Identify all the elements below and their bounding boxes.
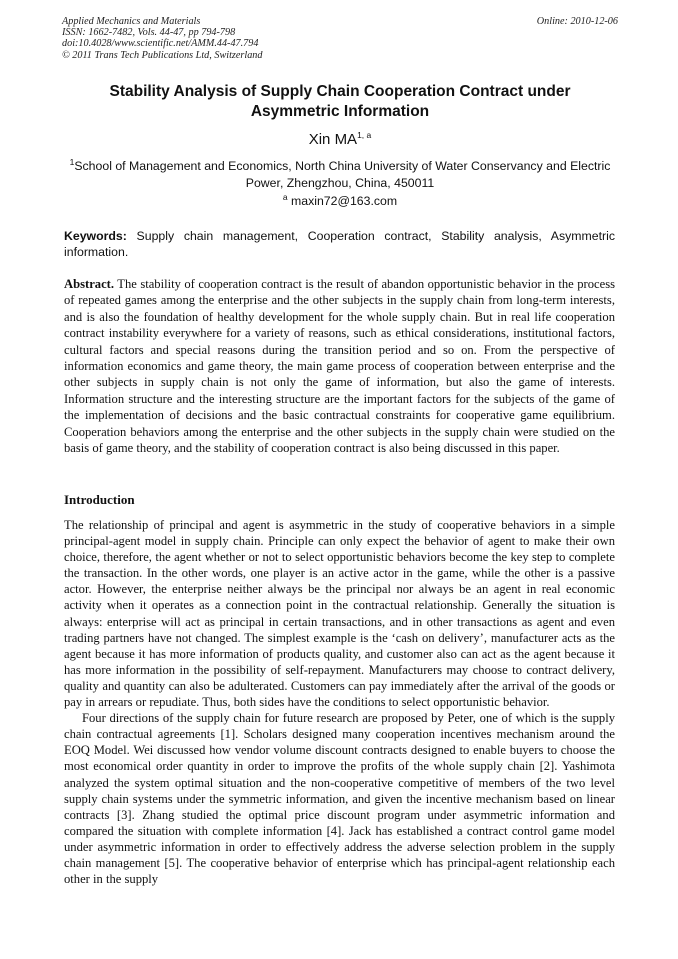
journal-issn: ISSN: 1662-7482, Vols. 44-47, pp 794-798: [62, 27, 236, 39]
journal-copyright: © 2011 Trans Tech Publications Ltd, Switzerland: [62, 49, 263, 61]
abstract-text: The stability of cooperation contract is the result of abandon opportunistic behavior in the process of repeated games among the enterprise and the other subjects in the supply chain from long-term interests, and is also the foundation of healthy development for the whole supply chain. But in real life cooperation contract instability everywhere for a variety of reasons, such as ethical considerations, institutional factors, cultural factors and special reasons during the transition period and so on. From the perspective of information economics and game theory, the main game process of cooperation between enterprise and the other subjects in supply chain is not only the game of information, but also the game of interests. Information structure and the interesting structure are the important factors for the subjects of the game of the implementation of decisions and the basic contractual constraints for cooperative game equilibrium. Cooperation behaviors among the enterprise and the other subjects in the supply chain were studied on the basis of game theory, and the stability of cooperation contract is also being discussed in this paper.: [64, 277, 615, 456]
paper-title: [62, 82, 618, 122]
keywords-text: Supply chain management, Cooperation contract, Stability analysis, Asymmetric information.: [64, 229, 615, 259]
introduction-paragraph-1: The relationship of principal and agent is asymmetric in the study of cooperative behaviors in a simple principal-agent model in supply chain. Principle can only expect the behavior of agent to make their own choice, therefore, the agent whether or not to select opportunistic behaviors become the key step to complete the transaction. In the other words, one player is an active actor in the game, while the other is a passive actor. However, the enterprise neither always be the principal nor always be an agent in real economic activity when it operates as a connection point in the contractual relationship. Generally the situation is always: enterprise will act as principal in certain transactions, and in other transactions as agent and even trading partners have not changed. The simplest example is the ‘cash on delivery’, manufacturer acts as the agent because it has more information of products quality, and customer also can act as the agent because it has more information in the possibility of self-repayment. Manufacturers may choose to contract delivery, quality and quantity can also be adulterated. Customers can pay immediately after the arrival of the goods or pay in arrears or repudiate. Thus, both sides have the conditions to select opportunistic behavior.: [64, 518, 615, 710]
keywords-label: Keywords:: [64, 229, 127, 243]
section-heading-introduction: Introduction: [64, 492, 135, 507]
author-email: [62, 193, 618, 209]
journal-doi: doi:10.4028/www.scientific.net/AMM.44-47.794: [62, 38, 259, 50]
abstract: [64, 276, 615, 456]
paper-title-line-1: Stability Analysis of Supply Chain Cooperation Contract under: [109, 83, 571, 100]
author-name: Xin MA: [308, 131, 358, 148]
affiliation: [62, 158, 618, 192]
introduction-body: [64, 517, 615, 887]
journal-header: [62, 16, 618, 61]
author-line: [62, 131, 618, 149]
introduction-paragraph-2: Four directions of the supply chain for future research are proposed by Peter, one of which is the supply chain contractual agreements [1]. Scholars designed many cooperation incentives mechanism around the EOQ Model. Wei discussed how vendor volume discount contracts designed to enable buyers to choose the most economical order quantity in order to improve the profits of the whole supply chain [2]. Yashimota analyzed the system optimal situation and the non-cooperative competitive of members of the two level supply chain systems under the symmetric information, and given the incentive mechanism based on linear contracts [3]. Zhang studied the optimal price discount program under asymmetric information and compared the situation with complete information [4]. Jack has established a contract control game model under asymmetric information in order to effectively address the adverse selection problem in the supply chain management [5]. The cooperative behavior of enterprise which has principal-agent relationship each other in the supply: [64, 711, 615, 887]
author-superscript: 1, a: [357, 130, 372, 140]
affiliation-superscript: 1: [69, 156, 75, 167]
affiliation-text: School of Management and Economics, North China University of Water Conservancy and Electric Power, Zhengzhou, China, 450011: [74, 159, 611, 190]
online-date: Online: 2010-12-06: [536, 16, 618, 27]
email-address: maxin72@163.com: [291, 194, 398, 208]
keywords: [64, 228, 615, 260]
abstract-label: Abstract.: [64, 277, 115, 291]
paper-title-line-2: Asymmetric Information: [250, 103, 430, 120]
journal-name: Applied Mechanics and Materials: [62, 16, 201, 27]
email-superscript: a: [282, 191, 288, 202]
